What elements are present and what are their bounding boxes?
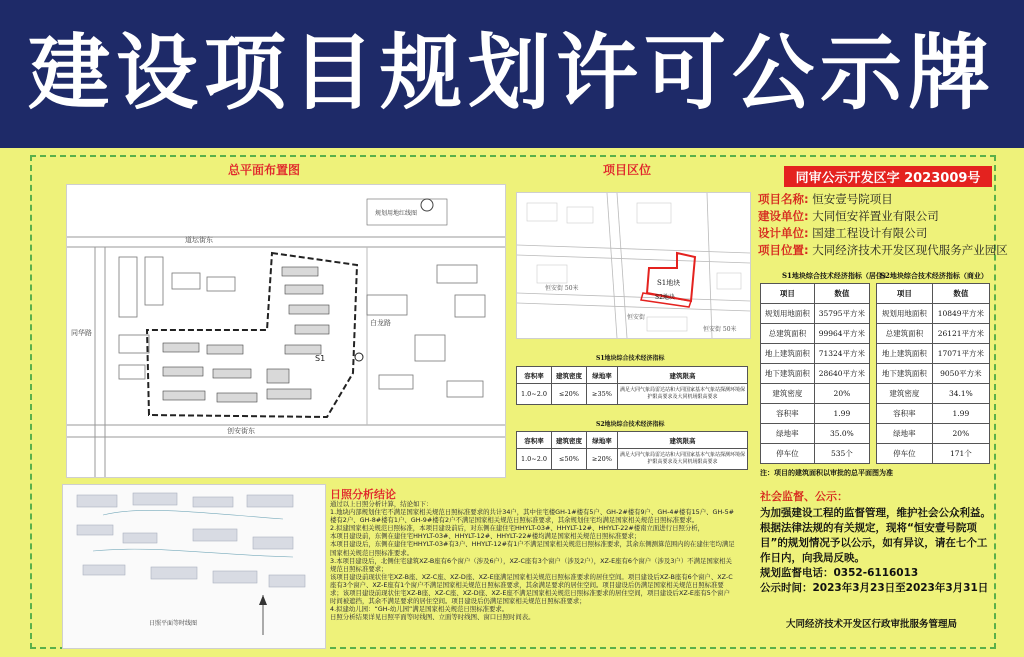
road-label-1: 道坛街东 [185,236,213,244]
table-cell: 建筑密度 [877,384,933,404]
issuing-authority: 大同经济技术开发区行政审批服务管理局 [786,619,958,630]
sunlight-line: 本项目建设前，东侧在建住宅HHYLT-03#、HHYLT-12#、HHYLT-22#楼均满足国家相关规范日照标准要求； [330,532,641,541]
col-header: 数值 [932,284,989,304]
table-cell: 17071平方米 [932,344,989,364]
col-header: 容积率 [517,432,552,449]
table-cell: 1.99 [814,404,869,424]
sunlight-map-caption: 日照平面等时线图 [149,620,198,627]
table-cell: 35795平方米 [814,304,869,324]
table-cell: 地下建筑面积 [761,364,815,384]
page-header [0,0,1024,148]
table-cell: ≤20% [552,384,587,405]
road-label-3: 同华路 [71,329,92,337]
sunlight-title: 日照分析结论 [330,488,396,501]
sunlight-line: 4.拟建幼儿园：“GH-幼儿园”满足国家相关规范日照标准要求。 [330,605,509,614]
table-cell: 1.0~2.0 [517,449,552,470]
table-cell: 地上建筑面积 [877,344,933,364]
table-cell: 规划用地面积 [877,304,933,324]
col-header: 绿地率 [587,432,618,449]
location-row [758,242,1008,259]
table-cell: 地上建筑面积 [761,344,815,364]
project-name-row [758,191,893,208]
area-note: 注：项目的建筑面积以审批的总平面图为准 [760,469,893,477]
block-label: S1 [315,354,326,363]
table-cell: 容积率 [761,404,815,424]
table-cell: ≥35% [587,384,618,405]
table-cell: 停车位 [761,444,815,464]
designer-key: 设计单位: [758,226,809,240]
table-cell: 20% [932,424,989,444]
location-drawing [517,193,750,338]
table-cell: 1.0~2.0 [517,384,552,405]
sunlight-map [62,484,326,649]
table-cell: 99964平方米 [814,324,869,344]
sunlight-line: 1.地块内部规划住宅不满足国家相关规范日照标准要求的共计34户，其中住宅楼GH-1#楼有5户、GH-2#楼有9户、GH-4#楼有15户、GH-5#楼有2户、GH-8#楼有1户、GH-9#楼有2户不满足国家相关规范日照标准要求，其余规划住宅均满足国家相关规范日照标准要求。 [330,508,735,525]
project-name-value: 恒安壹号院项目 [812,192,893,206]
sunlight-line: 3.本项目建设后，北侧住宅建筑XZ-B座有6个窗户（涉及6户），XZ-C座有3个窗户（涉及2户），XZ-E座有6个窗户（涉及3户）不满足国家相关规范日照标准要求； [330,556,732,573]
builder-row [758,208,939,225]
map-title-text: 规划用地红线图 [375,210,418,217]
col-header: 建筑限高 [618,367,748,384]
col-header: 建筑密度 [552,432,587,449]
s2-small-table [516,431,748,470]
road-label-4: 创安街东 [227,427,255,435]
road-label-2: 白龙路 [370,319,391,327]
table-cell: 满足大同气象局雷达站和大同国家基本气象站探测环境保护限高要求及大同机场限高要求 [618,449,748,470]
notice-heading: 社会监督、公示： [760,490,848,503]
designer-row [758,225,927,242]
table-cell: ≤50% [552,449,587,470]
table-cell: 35.0% [814,424,869,444]
table-cell: 停车位 [877,444,933,464]
table-cell: 171个 [932,444,989,464]
table-cell: 71324平方米 [814,344,869,364]
s1-location-label: S1地块 [657,279,681,287]
s1-small-caption: S1地块综合技术经济指标 [596,355,665,362]
s2-location-label: S2地块 [655,294,675,301]
s2-metrics-table [876,283,990,464]
s1-metrics-table [760,283,870,464]
table-cell: 总建筑面积 [877,324,933,344]
location-value: 大同经济技术开发区现代服务产业园区 [812,243,1008,257]
s1-metrics-caption: S1地块综合技术经济指标（居住） [782,271,890,280]
page-title: 建设项目规划许可公示牌 [27,26,996,121]
col-header: 项目 [761,284,815,304]
sunlight-line: 本项目建设后，东侧在建住宅HHYLT-03#有3户、HHYLT-12#有1户不满足国家相关规范日照标准要求，其余东侧测算范围内的在建住宅均满足国家相关规范日照标准要求。 [330,540,735,557]
table-cell: 满足大同气象局雷达站和大同国家基本气象站探测环境保护限高要求及大同机场限高要求 [618,384,748,405]
table-cell: 20% [814,384,869,404]
project-name-key: 项目名称: [758,192,809,206]
table-cell: 容积率 [877,404,933,424]
builder-key: 建设单位: [758,209,809,223]
approval-number-badge: 同审公示开发区字 2023009号 [784,166,992,187]
col-header: 建筑密度 [552,367,587,384]
col-header: 项目 [877,284,933,304]
table-cell: 28640平方米 [814,364,869,384]
table-cell: 建筑密度 [761,384,815,404]
table-cell: 绿地率 [877,424,933,444]
table-cell: 规划用地面积 [761,304,815,324]
notice-body: 为加强建设工程的监督管理，维护社会公众利益。根据法律法规的有关规定，现将“恒安壹号院项目”的规划情况予以公示，如有异议，请在七个工作日内，向我局反映。 [760,507,991,564]
table-cell: 绿地率 [761,424,815,444]
s2-metrics-caption: S2地块综合技术经济指标（商业） [880,271,988,280]
col-header: 绿地率 [587,367,618,384]
col-header: 建筑限高 [618,432,748,449]
location-road-1: 恒安街 50米 [545,285,579,292]
location-key: 项目位置: [758,243,809,257]
notice-phone: 规划监督电话：0352-6116013 [760,567,919,579]
table-cell: ≥20% [587,449,618,470]
s2-small-caption: S2地块综合技术经济指标 [596,421,665,428]
s1-small-table [516,366,748,405]
sunlight-line: 日照分析结果详见日照平面等时线图、立面等时线图、窗口日照时间表。 [330,613,535,622]
sunlight-text [330,500,735,621]
location-road-3: 恒安街 50米 [703,326,737,333]
table-cell: 535个 [814,444,869,464]
site-plan-drawing [67,185,505,477]
site-plan-map [66,184,506,478]
table-cell: 10849平方米 [932,304,989,324]
table-cell: 地下建筑面积 [877,364,933,384]
location-title: 项目区位 [603,163,652,177]
sunlight-line: 通过以上日照分析计算，结论如下： [330,500,433,508]
location-road-2: 恒安街 [627,314,646,321]
table-cell: 总建筑面积 [761,324,815,344]
table-cell: 26121平方米 [932,324,989,344]
builder-value: 大同恒安祥置业有限公司 [812,209,939,223]
col-header: 容积率 [517,367,552,384]
designer-value: 国建工程设计有限公司 [812,226,928,240]
sunlight-line: 该项目建设前现状住宅XZ-B座、XZ-C座、XZ-D座、XZ-E座满足国家相关规范日照标准要求的居住空间。项目建设后XZ-B座有6个窗户、XZ-C座有3个窗户、XZ-E座有1个窗户不满足国家相关规范日照标准要求，其余满足要求的居住空间。项目建设后仍满足国家相关规范日照标准要求；该项目建设前现状住宅XZ-B座、XZ-C座、XZ-D座、XZ-E座不满足国家相关规范日照标准要求的居住空间，项目建设后XZ-E座有5个窗户时间被遮挡，其余不满足要求的居住空间。项目建设后仍满足国家相关规范日照标准要求； [330,572,733,606]
col-header: 数值 [814,284,869,304]
site-plan-title: 总平面布置图 [228,163,301,177]
public-notice [760,488,992,596]
location-map [516,192,751,339]
sunlight-line: 2.拟建国家相关规范日照标准，本项目建设前后，对东侧在建住宅HHYLT-03#、HHYLT-12#、HHYLT-22#楼南立面进行日照分析， [330,524,705,533]
sunlight-drawing [63,485,325,648]
notice-period: 公示时间：2023年3月23日至2023年3月31日 [760,582,989,594]
table-cell: 34.1% [932,384,989,404]
table-cell: 9050平方米 [932,364,989,384]
table-cell: 1.99 [932,404,989,424]
